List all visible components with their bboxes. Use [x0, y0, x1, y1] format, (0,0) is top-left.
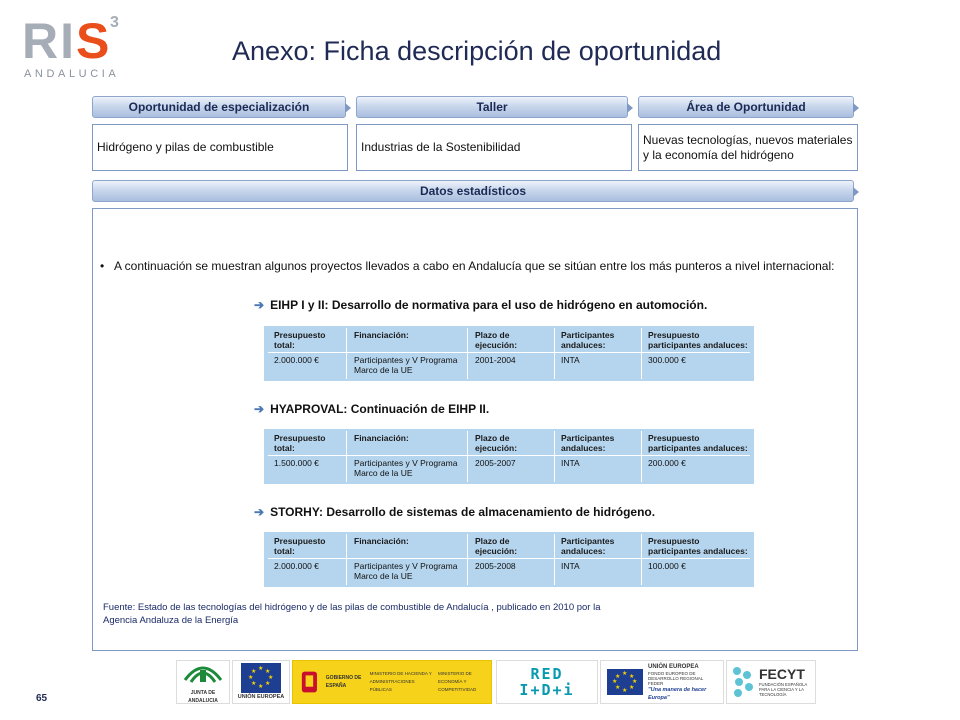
th-presupuesto-part: Presupuesto participantes andaluces:: [648, 536, 748, 556]
header-area: Área de Oportunidad: [638, 96, 854, 118]
table-col-divider: [554, 431, 555, 482]
logo-main-text: RIS: [22, 13, 112, 69]
table-divider: [268, 558, 750, 559]
ue-logo: [232, 660, 290, 704]
project-desc: Continuación de EIHP II.: [350, 402, 490, 416]
red-idi-text: RED I+D+i: [519, 665, 575, 699]
th-financiacion: Financiación:: [354, 433, 409, 443]
ue-feder-title: UNIÓN EUROPEA: [648, 663, 699, 670]
project-table: [264, 531, 754, 587]
table-col-divider: [346, 534, 347, 585]
page-title: Anexo: Ficha descripción de oportunidad: [232, 36, 722, 66]
table-col-divider: [346, 328, 347, 379]
td-presupuesto: 1.500.000 €: [274, 458, 319, 468]
logo-superscript: 3: [110, 14, 119, 31]
table-col-divider: [467, 328, 468, 379]
header-oportunidad: Oportunidad de especialización: [92, 96, 346, 118]
th-plazo: Plazo de ejecución:: [475, 536, 518, 556]
project-table: [264, 325, 754, 381]
project-title: [254, 298, 707, 312]
value-area-text: Nuevas tecnologías, nuevos materiales y la economía del hidrógeno: [643, 132, 853, 162]
th-plazo: Plazo de ejecución:: [475, 330, 518, 350]
project-name: EIHP I y II:: [270, 298, 329, 312]
red-idi-logo: [496, 660, 598, 704]
th-presupuesto: Presupuesto total:: [274, 536, 326, 556]
arrow-icon: ➔: [254, 298, 265, 312]
junta-logo: [176, 660, 230, 704]
td-financiacion: Participantes y V Programa Marco de la UE: [354, 561, 458, 581]
td-participantes: INTA: [561, 355, 580, 365]
th-financiacion: Financiación:: [354, 330, 409, 340]
fecyt-title: FECYT: [759, 666, 805, 682]
td-plazo: 2001-2004: [475, 355, 516, 365]
table-col-divider: [554, 534, 555, 585]
junta-emblem-icon: [183, 660, 223, 684]
header-taller: Taller: [356, 96, 628, 118]
ue-motto: "Una manera de hacer Europa": [648, 686, 707, 701]
ue-fondo-text: FONDO EUROPEO DE DESARROLLO REGIONAL: [648, 670, 704, 681]
project-title: [254, 505, 655, 519]
logo-subtext: ANDALUCIA: [24, 68, 120, 80]
fecyt-subtitle: FUNDACIÓN ESPAÑOLA PARA LA CIENCIA Y LA TECNOLOGÍA: [759, 682, 808, 697]
gobierno-text: GOBIERNO DE ESPAÑA: [325, 675, 362, 689]
eu-flag-icon: ★ ★ ★ ★ ★ ★ ★ ★: [607, 669, 643, 695]
fecyt-dots-icon: [731, 665, 755, 699]
table-col-divider: [641, 431, 642, 482]
project-name: HYAPROVAL:: [270, 402, 348, 416]
project-desc: Desarrollo de normativa para el uso de hidrógeno en automoción.: [331, 298, 708, 312]
td-participantes: INTA: [561, 561, 580, 571]
source-note: Fuente: Estado de las tecnologías del hidrógeno y de las pilas de combustible de Andalucía , publicado en 2010 por la Agencia Andaluza de la Energía: [103, 602, 601, 626]
th-presupuesto-part: Presupuesto participantes andaluces:: [648, 433, 748, 453]
th-participantes: Participantes andaluces:: [561, 330, 615, 350]
value-area: [638, 124, 858, 171]
td-plazo: 2005-2008: [475, 561, 516, 571]
td-presupuesto-part: 100.000 €: [648, 561, 686, 571]
arrow-icon: ➔: [254, 402, 265, 416]
th-presupuesto: Presupuesto total:: [274, 330, 326, 350]
td-financiacion: Participantes y V Programa Marco de la UE: [354, 458, 458, 478]
td-participantes: INTA: [561, 458, 580, 468]
td-presupuesto-part: 200.000 €: [648, 458, 686, 468]
spain-coat-of-arms-icon: [299, 667, 320, 697]
min-economia-text: MINISTERIO DE ECONOMÍA Y COMPETITIVIDAD: [438, 671, 477, 692]
table-divider: [268, 455, 750, 456]
ris3-logo: [22, 14, 122, 80]
td-presupuesto: 2.000.000 €: [274, 355, 319, 365]
table-col-divider: [554, 328, 555, 379]
project-name: STORHY:: [270, 505, 323, 519]
table-col-divider: [467, 431, 468, 482]
th-participantes: Participantes andaluces:: [561, 536, 615, 556]
ue-feder-logo: [600, 660, 724, 704]
value-oportunidad-text: Hidrógeno y pilas de combustible: [97, 140, 274, 154]
arrow-icon: ➔: [254, 505, 265, 519]
min-hacienda-text: MINISTERIO DE HACIENDA Y ADMINISTRACIONES PÚBLICAS: [369, 671, 432, 692]
bullet-dot: •: [100, 259, 105, 273]
project-title: [254, 402, 489, 416]
ue-feder-text: FEDER: [648, 680, 664, 686]
junta-text: JUNTA DE ANDALUCIA: [188, 689, 218, 704]
table-col-divider: [467, 534, 468, 585]
th-plazo: Plazo de ejecución:: [475, 433, 518, 453]
value-taller-text: Industrias de la Sostenibilidad: [361, 140, 521, 154]
project-table: [264, 428, 754, 484]
intro-bullet: [100, 258, 840, 274]
th-participantes: Participantes andaluces:: [561, 433, 615, 453]
td-presupuesto: 2.000.000 €: [274, 561, 319, 571]
table-col-divider: [346, 431, 347, 482]
eu-flag-icon: ★ ★ ★ ★ ★ ★ ★ ★: [241, 663, 281, 693]
td-financiacion: Participantes y V Programa Marco de la UE: [354, 355, 458, 375]
header-datos: Datos estadísticos: [92, 180, 854, 202]
table-col-divider: [641, 534, 642, 585]
th-presupuesto-part: Presupuesto participantes andaluces:: [648, 330, 748, 350]
table-divider: [268, 352, 750, 353]
th-financiacion: Financiación:: [354, 536, 409, 546]
project-desc: Desarrollo de sistemas de almacenamiento de hidrógeno.: [326, 505, 656, 519]
value-taller: [356, 124, 632, 171]
intro-text: A continuación se muestran algunos proyectos llevados a cabo en Andalucía que se sitúan entre los más punteros a nivel internacional:: [114, 259, 835, 273]
table-col-divider: [641, 328, 642, 379]
td-presupuesto-part: 300.000 €: [648, 355, 686, 365]
ministerios-logo: [292, 660, 492, 704]
ue-text: UNIÓN EUROPEA: [237, 694, 285, 700]
th-presupuesto: Presupuesto total:: [274, 433, 326, 453]
fecyt-logo: [726, 660, 816, 704]
value-oportunidad: [92, 124, 348, 171]
page-number: 65: [36, 693, 48, 704]
td-plazo: 2005-2007: [475, 458, 516, 468]
